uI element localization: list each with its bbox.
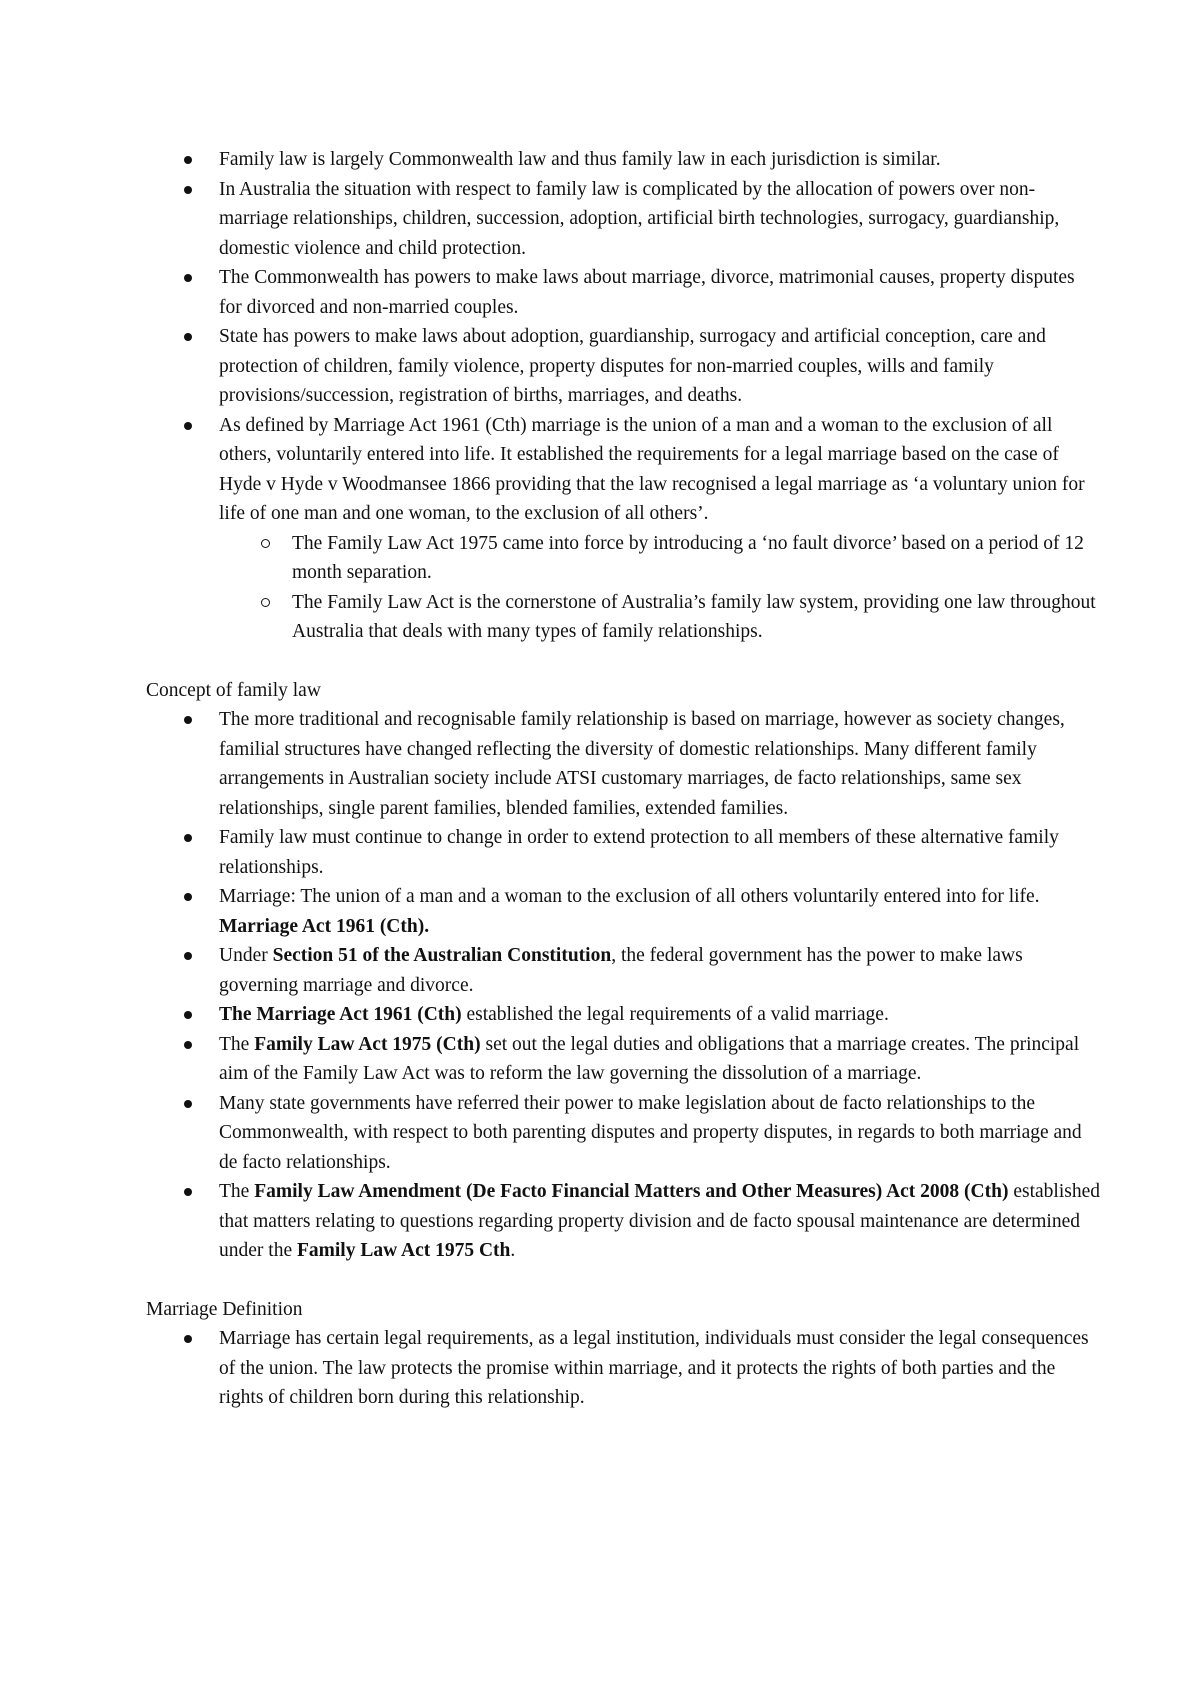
list-item xyxy=(146,263,1100,322)
list-item-text: The xyxy=(219,1033,255,1055)
bullet-icon xyxy=(184,893,192,901)
list-item xyxy=(146,1030,1100,1089)
list-item xyxy=(146,1177,1100,1266)
section-heading-concept: Concept of family law xyxy=(146,679,321,701)
list-item xyxy=(146,823,1100,882)
bullet-icon xyxy=(184,333,192,341)
list-item-text: set out the legal duties and obligations that a marriage creates. The principal aim of the Family Law Act was to reform the law governing the dissolution of a marriage. xyxy=(219,1033,1080,1084)
list-item xyxy=(146,705,1100,823)
hollow-bullet-icon xyxy=(261,539,270,548)
list-item-text: established the legal requirements of a valid marriage. xyxy=(461,1004,889,1025)
list-item-text: In Australia the situation with respect to family law is complicated by the allocation of powers over non-marriage relationships, children, succession, adoption, artificial birth technologies, surrogacy, guardianship, domestic violence and child protection. xyxy=(219,178,1060,259)
list-item-text: The xyxy=(219,1181,255,1202)
list-item-text: Under xyxy=(219,945,273,966)
sub-list-item xyxy=(219,588,1100,647)
list-item xyxy=(146,941,1100,1000)
sub-list-item xyxy=(219,529,1100,588)
list-item-text: The more traditional and recognisable family relationship is based on marriage, however as society changes, familial structures have changed reflecting the diversity of domestic relationships. Many different family arrangements in Australian society include ATSI customary marriages, de facto relationships, same sex relationships, single parent families, blended families, extended families. xyxy=(219,709,1065,819)
concept-list xyxy=(146,705,1100,1266)
statute-reference: Family Law Act 1975 (Cth) xyxy=(254,1033,481,1055)
list-item-text: Marriage has certain legal requirements, as a legal institution, individuals must consider the legal consequences of the union. The law protects the promise within marriage, and it protects the rights of both parties and the rights of children born during this relationship. xyxy=(219,1328,1089,1408)
list-item xyxy=(146,145,1100,175)
sub-list xyxy=(219,529,1100,647)
bullet-icon xyxy=(184,186,192,194)
bullet-icon xyxy=(184,1011,192,1019)
list-item-text: established that matters relating to questions regarding property division and de facto spousal maintenance are determined under the xyxy=(219,1181,1100,1261)
bullet-icon xyxy=(184,1100,192,1108)
bullet-icon xyxy=(184,274,192,282)
intro-list xyxy=(146,145,1100,647)
bullet-icon xyxy=(184,834,192,842)
list-item-text: Many state governments have referred their power to make legislation about de facto relationships to the Commonwealth, with respect to both parenting disputes and property disputes, in regards to both marriage and de facto relationships. xyxy=(219,1092,1082,1173)
bullet-icon xyxy=(184,952,192,960)
list-item-text: State has powers to make laws about adoption, guardianship, surrogacy and artificial conception, care and protection of children, family violence, property disputes for non-married couples, wills and family provisions/succession, registration of births, marriages, and deaths. xyxy=(219,326,1046,406)
list-item xyxy=(146,1324,1100,1413)
list-item xyxy=(146,322,1100,411)
bullet-icon xyxy=(184,156,192,164)
section-heading-marriage-definition: Marriage Definition xyxy=(146,1298,303,1320)
bullet-icon xyxy=(184,422,192,430)
list-item-text: . xyxy=(510,1240,516,1261)
list-item-text: , the federal government has the power to make laws governing marriage and divorce. xyxy=(219,945,1023,996)
hollow-bullet-icon xyxy=(261,598,270,607)
marriage-list xyxy=(146,1324,1100,1413)
bullet-icon xyxy=(184,1335,192,1343)
sub-list-item-text: The Family Law Act 1975 came into force by introducing a ‘no fault divorce’ based on a period of 12 month separation. xyxy=(292,532,1084,583)
statute-reference: The Marriage Act 1961 (Cth) xyxy=(219,1004,462,1025)
list-item-text: Marriage: The union of a man and a woman to the exclusion of all others voluntarily entered into for life. xyxy=(219,886,1040,907)
list-item-text: Family law is largely Commonwealth law and thus family law in each jurisdiction is similar. xyxy=(219,149,941,170)
list-item-text: The Commonwealth has powers to make laws about marriage, divorce, matrimonial causes, property disputes for divorced and non-married couples. xyxy=(219,267,1075,318)
list-item xyxy=(146,1089,1100,1178)
sub-list-item-text: The Family Law Act is the cornerstone of Australia’s family law system, providing one law throughout Australia that deals with many types of family relationships. xyxy=(292,591,1096,642)
bullet-icon xyxy=(184,1188,192,1196)
statute-reference: Family Law Amendment (De Facto Financial Matters and Other Measures) Act 2008 (Cth) xyxy=(254,1181,1009,1202)
list-item-text: Family law must continue to change in order to extend protection to all members of these alternative family relationships. xyxy=(219,827,1059,878)
bullet-icon xyxy=(184,716,192,724)
list-item xyxy=(146,1000,1100,1030)
list-item xyxy=(146,175,1100,264)
list-item xyxy=(146,411,1100,647)
statute-reference: Family Law Act 1975 Cth xyxy=(296,1240,511,1261)
list-item-text: As defined by Marriage Act 1961 (Cth) marriage is the union of a man and a woman to the exclusion of all others, voluntarily entered into life. It established the requirements for a legal marriage based on the case of Hyde v Hyde v Woodmansee 1866 providing that the law recognised a legal marriage as ‘a voluntary union for life of one man and one woman, to the exclusion of all others’. xyxy=(219,414,1085,524)
list-item xyxy=(146,882,1100,941)
statute-reference: Marriage Act 1961 (Cth). xyxy=(219,915,430,937)
statute-reference: Section 51 of the Australian Constitution xyxy=(272,945,612,966)
bullet-icon xyxy=(184,1041,192,1049)
